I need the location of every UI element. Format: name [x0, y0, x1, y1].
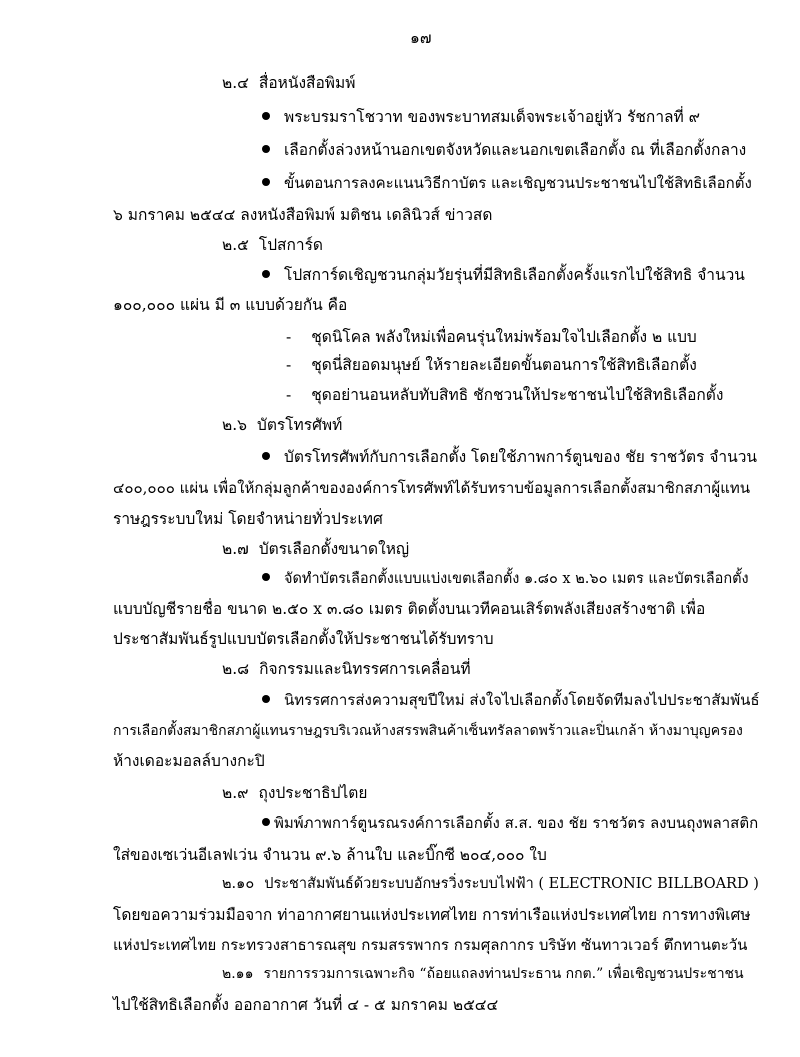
section-number: ๒.๙ [222, 784, 249, 802]
paragraph-line: ประชาสัมพันธ์รูปแบบบัตรเลือกตั้งให้ประชาชนได้รับทราบ [113, 630, 494, 648]
section-heading [222, 782, 367, 804]
bullet-icon [262, 270, 270, 278]
paragraph-line: ๑๐๐,๐๐๐ แผ่น มี ๓ แบบด้วยกัน คือ [113, 296, 348, 314]
dash-marker: - [286, 356, 292, 374]
section-heading [222, 658, 471, 680]
list-item-text: เลือกตั้งล่วงหน้านอกเขตจังหวัดและนอกเขตเลือกตั้ง ณ ที่เลือกตั้งกลาง [284, 141, 747, 159]
section-heading [222, 873, 759, 895]
list-item [262, 172, 752, 194]
section-number: ๒.๕ [222, 236, 249, 254]
section-title: กิจกรรมและนิทรรศการเคลื่อนที่ [259, 660, 471, 678]
section-heading [222, 963, 744, 985]
section-title: บัตรโทรศัพท์ [256, 416, 343, 434]
page-number: ๑๗ [410, 29, 432, 47]
list-item [262, 689, 760, 711]
paragraph-line: ๖ มกราคม ๒๕๔๔ ลงหนังสือพิมพ์ มติชน เดลินิวส์ ข่าวสด [113, 206, 493, 224]
bullet-icon [262, 452, 270, 460]
section-number: ๒.๖ [222, 416, 247, 434]
section-title: โปสการ์ด [258, 236, 323, 254]
paragraph-line: ราษฎรระบบใหม่ โดยจำหน่ายทั่วประเทศ [113, 510, 383, 528]
list-item [262, 264, 745, 286]
paragraph-line: ใส่ของเซเว่นอีเลฟเว่น จำนวน ๙.๖ ล้านใบ และบิ๊กซี ๒๐๔,๐๐๐ ใบ [113, 846, 547, 864]
bullet-icon [262, 573, 270, 581]
list-item-text: โปสการ์ดเชิญชวนกลุ่มวัยรุ่นที่มีสิทธิเลือกตั้งครั้งแรกไปใช้สิทธิ จำนวน [284, 266, 745, 284]
bullet-icon [262, 818, 270, 826]
list-item [262, 139, 746, 161]
dash-item-text: ชุดนิโคล พลังใหม่เพื่อคนรุ่นใหม่พร้อมใจไปเลือกตั้ง ๒ แบบ [311, 328, 697, 346]
bullet-icon [262, 695, 270, 703]
paragraph-line: โดยขอความร่วมมือจาก ท่าอากาศยานแห่งประเทศไทย การท่าเรือแห่งประเทศไทย การทางพิเศษ [113, 906, 751, 924]
list-item-text: นิทรรศการส่งความสุขปีใหม่ ส่งใจไปเลือกตั้งโดยจัดทีมลงไปประชาสัมพันธ์ [284, 691, 760, 709]
bullet-icon [262, 112, 270, 120]
paragraph-line: ๔๐๐,๐๐๐ แผ่น เพื่อให้กลุ่มลูกค้าขององค์การโทรศัพท์ได้รับทราบข้อมูลการเลือกตั้งสมาชิกสภาผู้แทน [113, 479, 751, 497]
bullet-icon [262, 178, 270, 186]
section-text: ประชาสัมพันธ์ด้วยระบบอักษรวิ่งระบบไฟฟ้า ( ELECTRONIC BILLBOARD ) [264, 876, 759, 892]
dash-item-text: ชุดอย่านอนหลับทับสิทธิ ชักชวนให้ประชาชนไปใช้สิทธิเลือกตั้ง [311, 386, 724, 404]
section-title: บัตรเลือกตั้งขนาดใหญ่ [258, 540, 410, 558]
dash-item [286, 384, 723, 406]
list-item [262, 812, 758, 834]
section-number: ๒.๘ [222, 660, 250, 678]
section-text: รายการรวมการเฉพาะกิจ “ถ้อยแถลงท่านประธาน กกต.” เพื่อเชิญชวนประชาชน [263, 966, 744, 982]
list-item [262, 106, 700, 128]
section-title: ถุงประชาธิปไตย [258, 784, 368, 802]
section-heading [222, 234, 323, 256]
dash-marker: - [286, 328, 292, 346]
dash-marker: - [286, 386, 292, 404]
list-item [262, 568, 749, 590]
list-item-text: จัดทำบัตรเลือกตั้งแบบแบ่งเขตเลือกตั้ง ๑.๘๐ x ๒.๖๐ เมตร และบัตรเลือกตั้ง [284, 571, 749, 587]
section-number: ๒.๑๑ [222, 966, 254, 982]
list-item-text: บัตรโทรศัพท์กับการเลือกตั้ง โดยใช้ภาพการ์ตูนของ ชัย ราชวัตร จำนวน [284, 448, 758, 466]
dash-item-text: ชุดนี่สิยอดมนุษย์ ให้รายละเอียดขั้นตอนการใช้สิทธิเลือกตั้ง [311, 356, 697, 374]
bullet-icon [262, 145, 270, 153]
list-item-text: พระบรมราโชวาท ของพระบาทสมเด็จพระเจ้าอยู่หัว รัชกาลที่ ๙ [284, 108, 701, 126]
section-title: สื่อหนังสือพิมพ์ [258, 74, 356, 92]
paragraph-line: แบบบัญชีรายชื่อ ขนาด ๒.๕๐ x ๓.๘๐ เมตร ติดตั้งบนเวทีคอนเสิร์ตพลังเสียงสร้างชาติ เพื่อ [113, 600, 706, 618]
section-heading [222, 72, 355, 94]
list-item-text: พิมพ์ภาพการ์ตูนรณรงค์การเลือกตั้ง ส.ส. ของ ชัย ราชวัตร ลงบนถุงพลาสติก [274, 814, 759, 832]
paragraph-line: การเลือกตั้งสมาชิกสภาผู้แทนราษฎรบริเวณห้างสรรพสินค้าเซ็นทรัลลาดพร้าวและปิ่นเกล้า ห้างมาบุญครอง [113, 723, 743, 739]
section-number: ๒.๔ [222, 74, 249, 92]
section-number: ๒.๗ [222, 540, 249, 558]
section-heading [222, 414, 342, 436]
paragraph-line: ห้างเดอะมอลล์บางกะปิ [113, 752, 265, 770]
section-number: ๒.๑๐ [222, 876, 255, 892]
dash-item [286, 326, 697, 348]
list-item-text: ขั้นตอนการลงคะแนนวิธีกาบัตร และเชิญชวนประชาชนไปใช้สิทธิเลือกตั้ง [284, 174, 752, 192]
dash-item [286, 354, 697, 376]
paragraph-line: แห่งประเทศไทย กระทรวงสาธารณสุข กรมสรรพากร กรมศุลกากร บริษัท ซันทาวเวอร์ ตึกทานตะวัน [113, 936, 748, 954]
list-item [262, 446, 757, 468]
section-heading [222, 538, 409, 560]
paragraph-line: ไปใช้สิทธิเลือกตั้ง ออกอากาศ วันที่ ๔ - ๕ มกราคม ๒๕๔๔ [113, 996, 499, 1014]
